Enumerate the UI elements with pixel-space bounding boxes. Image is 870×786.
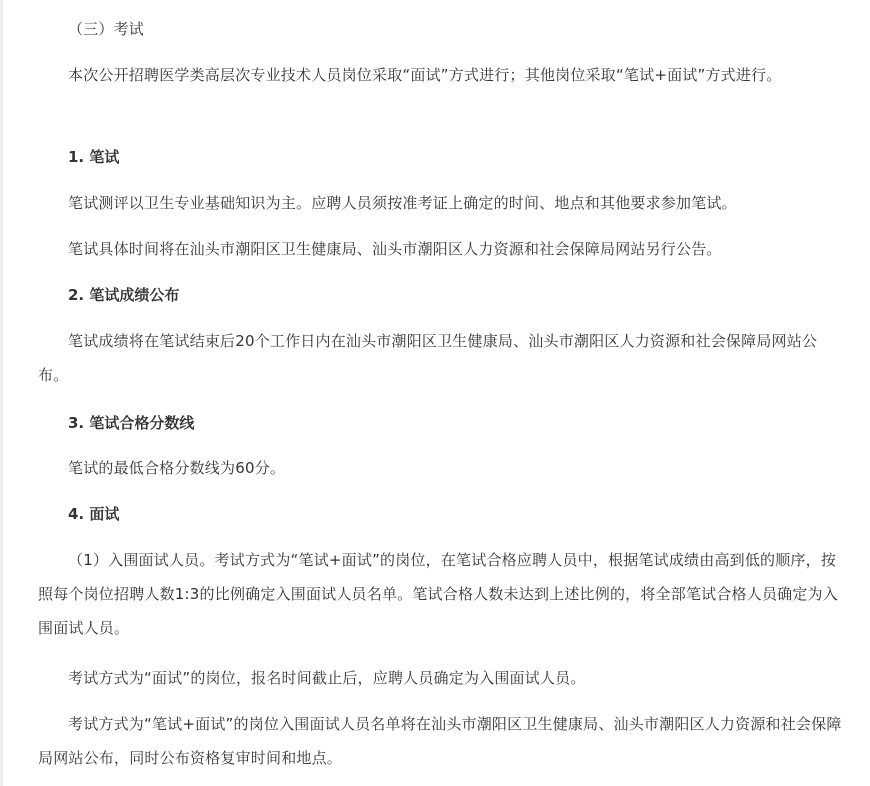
section-title: （三）考试	[68, 20, 145, 38]
interview-paragraph-1: （1）入围面试人员。考试方式为“笔试+面试”的岗位，在笔试合格应聘人员中，根据笔试成绩由高到低的顺序，按照每个岗位招聘人数1:3的比例确定入围面试人员名单。笔试合格人数未达到上述比例的，将全部笔试合格人员确定为入围面试人员。	[38, 551, 838, 637]
intro-paragraph: 本次公开招聘医学类高层次专业技术人员岗位采取“面试”方式进行；其他岗位采取“笔试+面试”方式进行。	[68, 66, 782, 84]
interview-paragraph-2: 考试方式为“面试”的岗位，报名时间截止后，应聘人员确定为入围面试人员。	[68, 669, 586, 687]
left-border	[0, 0, 3, 786]
written-exam-heading: 1. 笔试	[68, 148, 120, 166]
written-exam-paragraph-1: 笔试测评以卫生专业基础知识为主。应聘人员须按准考证上确定的时间、地点和其他要求参加笔试。	[68, 194, 737, 212]
passing-score-heading: 3. 笔试合格分数线	[68, 414, 195, 432]
interview-heading: 4. 面试	[68, 505, 120, 523]
score-publish-heading: 2. 笔试成绩公布	[68, 286, 180, 304]
interview-paragraph-3: 考试方式为“笔试+面试”的岗位入围面试人员名单将在汕头市潮阳区卫生健康局、汕头市潮阳区人力资源和社会保障局网站公布，同时公布资格复审时间和地点。	[38, 715, 842, 767]
written-exam-paragraph-2: 笔试具体时间将在汕头市潮阳区卫生健康局、汕头市潮阳区人力资源和社会保障局网站另行公告。	[68, 240, 722, 258]
passing-score-paragraph: 笔试的最低合格分数线为60分。	[68, 459, 286, 477]
score-publish-paragraph: 笔试成绩将在笔试结束后20个工作日内在汕头市潮阳区卫生健康局、汕头市潮阳区人力资源和社会保障局网站公布。	[38, 332, 818, 384]
